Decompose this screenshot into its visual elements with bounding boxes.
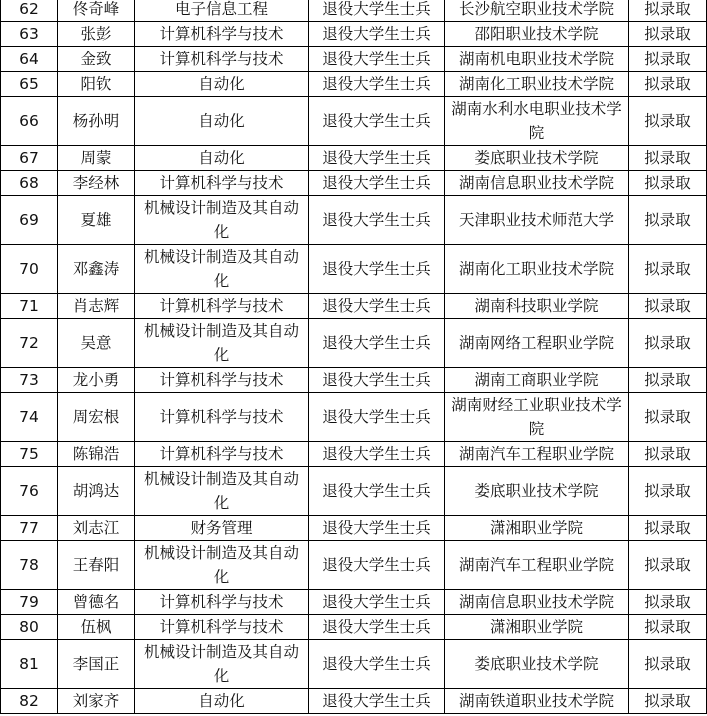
row-number-cell: 67	[1, 146, 58, 171]
status-cell: 拟录取	[629, 294, 707, 319]
school-cell: 湖南机电职业技术学院	[445, 47, 629, 72]
row-number-cell: 68	[1, 171, 58, 196]
category-cell: 退役大学生士兵	[309, 368, 445, 393]
category-cell: 退役大学生士兵	[309, 541, 445, 590]
table-row	[1, 245, 707, 294]
major-cell: 机械设计制造及其自动化	[135, 467, 309, 516]
school-cell: 湖南工商职业学院	[445, 368, 629, 393]
category-cell: 退役大学生士兵	[309, 245, 445, 294]
name-cell: 张彭	[58, 22, 135, 47]
table-row	[1, 171, 707, 196]
row-number-cell: 64	[1, 47, 58, 72]
status-cell: 拟录取	[629, 689, 707, 714]
table-body	[1, 0, 707, 714]
major-cell: 计算机科学与技术	[135, 615, 309, 640]
school-cell: 湖南汽车工程职业学院	[445, 541, 629, 590]
status-cell: 拟录取	[629, 0, 707, 22]
status-cell: 拟录取	[629, 368, 707, 393]
table-row	[1, 689, 707, 714]
category-cell: 退役大学生士兵	[309, 442, 445, 467]
major-cell: 电子信息工程	[135, 0, 309, 22]
category-cell: 退役大学生士兵	[309, 97, 445, 146]
major-cell: 计算机科学与技术	[135, 22, 309, 47]
status-cell: 拟录取	[629, 72, 707, 97]
major-cell: 计算机科学与技术	[135, 294, 309, 319]
table-row	[1, 72, 707, 97]
name-cell: 龙小勇	[58, 368, 135, 393]
row-number-cell: 71	[1, 294, 58, 319]
table-row	[1, 640, 707, 689]
category-cell: 退役大学生士兵	[309, 319, 445, 368]
major-cell: 自动化	[135, 97, 309, 146]
school-cell: 湖南财经工业职业技术学院	[445, 393, 629, 442]
major-cell: 机械设计制造及其自动化	[135, 640, 309, 689]
school-cell: 邵阳职业技术学院	[445, 22, 629, 47]
status-cell: 拟录取	[629, 22, 707, 47]
name-cell: 李国正	[58, 640, 135, 689]
status-cell: 拟录取	[629, 516, 707, 541]
major-cell: 自动化	[135, 689, 309, 714]
row-number-cell: 75	[1, 442, 58, 467]
table-row	[1, 615, 707, 640]
status-cell: 拟录取	[629, 393, 707, 442]
category-cell: 退役大学生士兵	[309, 47, 445, 72]
category-cell: 退役大学生士兵	[309, 146, 445, 171]
table-row	[1, 0, 707, 22]
status-cell: 拟录取	[629, 319, 707, 368]
status-cell: 拟录取	[629, 467, 707, 516]
school-cell: 长沙航空职业技术学院	[445, 0, 629, 22]
school-cell: 娄底职业技术学院	[445, 467, 629, 516]
name-cell: 佟奇峰	[58, 0, 135, 22]
category-cell: 退役大学生士兵	[309, 640, 445, 689]
category-cell: 退役大学生士兵	[309, 294, 445, 319]
name-cell: 陈锦浩	[58, 442, 135, 467]
school-cell: 湖南信息职业技术学院	[445, 590, 629, 615]
category-cell: 退役大学生士兵	[309, 590, 445, 615]
name-cell: 邓鑫涛	[58, 245, 135, 294]
status-cell: 拟录取	[629, 590, 707, 615]
school-cell: 潇湘职业学院	[445, 516, 629, 541]
major-cell: 机械设计制造及其自动化	[135, 319, 309, 368]
row-number-cell: 66	[1, 97, 58, 146]
name-cell: 杨孙明	[58, 97, 135, 146]
row-number-cell: 76	[1, 467, 58, 516]
name-cell: 周宏根	[58, 393, 135, 442]
status-cell: 拟录取	[629, 442, 707, 467]
category-cell: 退役大学生士兵	[309, 72, 445, 97]
name-cell: 李经林	[58, 171, 135, 196]
major-cell: 计算机科学与技术	[135, 171, 309, 196]
row-number-cell: 79	[1, 590, 58, 615]
name-cell: 曾德名	[58, 590, 135, 615]
name-cell: 刘志江	[58, 516, 135, 541]
name-cell: 周蒙	[58, 146, 135, 171]
name-cell: 胡鸿达	[58, 467, 135, 516]
category-cell: 退役大学生士兵	[309, 196, 445, 245]
name-cell: 金致	[58, 47, 135, 72]
table-row	[1, 319, 707, 368]
row-number-cell: 82	[1, 689, 58, 714]
status-cell: 拟录取	[629, 47, 707, 72]
row-number-cell: 81	[1, 640, 58, 689]
category-cell: 退役大学生士兵	[309, 393, 445, 442]
major-cell: 计算机科学与技术	[135, 393, 309, 442]
category-cell: 退役大学生士兵	[309, 467, 445, 516]
major-cell: 自动化	[135, 146, 309, 171]
table-row	[1, 294, 707, 319]
table-row	[1, 516, 707, 541]
school-cell: 天津职业技术师范大学	[445, 196, 629, 245]
name-cell: 刘家齐	[58, 689, 135, 714]
status-cell: 拟录取	[629, 196, 707, 245]
row-number-cell: 80	[1, 615, 58, 640]
major-cell: 计算机科学与技术	[135, 47, 309, 72]
status-cell: 拟录取	[629, 541, 707, 590]
row-number-cell: 65	[1, 72, 58, 97]
status-cell: 拟录取	[629, 245, 707, 294]
row-number-cell: 77	[1, 516, 58, 541]
status-cell: 拟录取	[629, 640, 707, 689]
school-cell: 湖南汽车工程职业学院	[445, 442, 629, 467]
table-row	[1, 146, 707, 171]
row-number-cell: 78	[1, 541, 58, 590]
table-row	[1, 393, 707, 442]
name-cell: 夏雄	[58, 196, 135, 245]
table-row	[1, 541, 707, 590]
category-cell: 退役大学生士兵	[309, 516, 445, 541]
name-cell: 肖志辉	[58, 294, 135, 319]
table-row	[1, 22, 707, 47]
major-cell: 自动化	[135, 72, 309, 97]
name-cell: 王春阳	[58, 541, 135, 590]
table-row	[1, 368, 707, 393]
table-row	[1, 47, 707, 72]
major-cell: 计算机科学与技术	[135, 442, 309, 467]
category-cell: 退役大学生士兵	[309, 689, 445, 714]
major-cell: 财务管理	[135, 516, 309, 541]
row-number-cell: 69	[1, 196, 58, 245]
major-cell: 计算机科学与技术	[135, 590, 309, 615]
table-row	[1, 442, 707, 467]
major-cell: 机械设计制造及其自动化	[135, 541, 309, 590]
row-number-cell: 63	[1, 22, 58, 47]
school-cell: 娄底职业技术学院	[445, 640, 629, 689]
major-cell: 计算机科学与技术	[135, 368, 309, 393]
name-cell: 吴意	[58, 319, 135, 368]
status-cell: 拟录取	[629, 171, 707, 196]
table-row	[1, 196, 707, 245]
school-cell: 湖南化工职业技术学院	[445, 245, 629, 294]
category-cell: 退役大学生士兵	[309, 0, 445, 22]
row-number-cell: 70	[1, 245, 58, 294]
row-number-cell: 62	[1, 0, 58, 22]
row-number-cell: 74	[1, 393, 58, 442]
school-cell: 湖南信息职业技术学院	[445, 171, 629, 196]
school-cell: 湖南水利水电职业技术学院	[445, 97, 629, 146]
school-cell: 湖南科技职业学院	[445, 294, 629, 319]
table-row	[1, 590, 707, 615]
table-row	[1, 97, 707, 146]
category-cell: 退役大学生士兵	[309, 615, 445, 640]
school-cell: 湖南化工职业技术学院	[445, 72, 629, 97]
category-cell: 退役大学生士兵	[309, 22, 445, 47]
school-cell: 湖南网络工程职业学院	[445, 319, 629, 368]
major-cell: 机械设计制造及其自动化	[135, 245, 309, 294]
row-number-cell: 73	[1, 368, 58, 393]
school-cell: 湖南铁道职业技术学院	[445, 689, 629, 714]
name-cell: 伍枫	[58, 615, 135, 640]
status-cell: 拟录取	[629, 615, 707, 640]
table-row	[1, 467, 707, 516]
row-number-cell: 72	[1, 319, 58, 368]
category-cell: 退役大学生士兵	[309, 171, 445, 196]
name-cell: 阳钦	[58, 72, 135, 97]
status-cell: 拟录取	[629, 146, 707, 171]
school-cell: 娄底职业技术学院	[445, 146, 629, 171]
major-cell: 机械设计制造及其自动化	[135, 196, 309, 245]
status-cell: 拟录取	[629, 97, 707, 146]
school-cell: 潇湘职业学院	[445, 615, 629, 640]
